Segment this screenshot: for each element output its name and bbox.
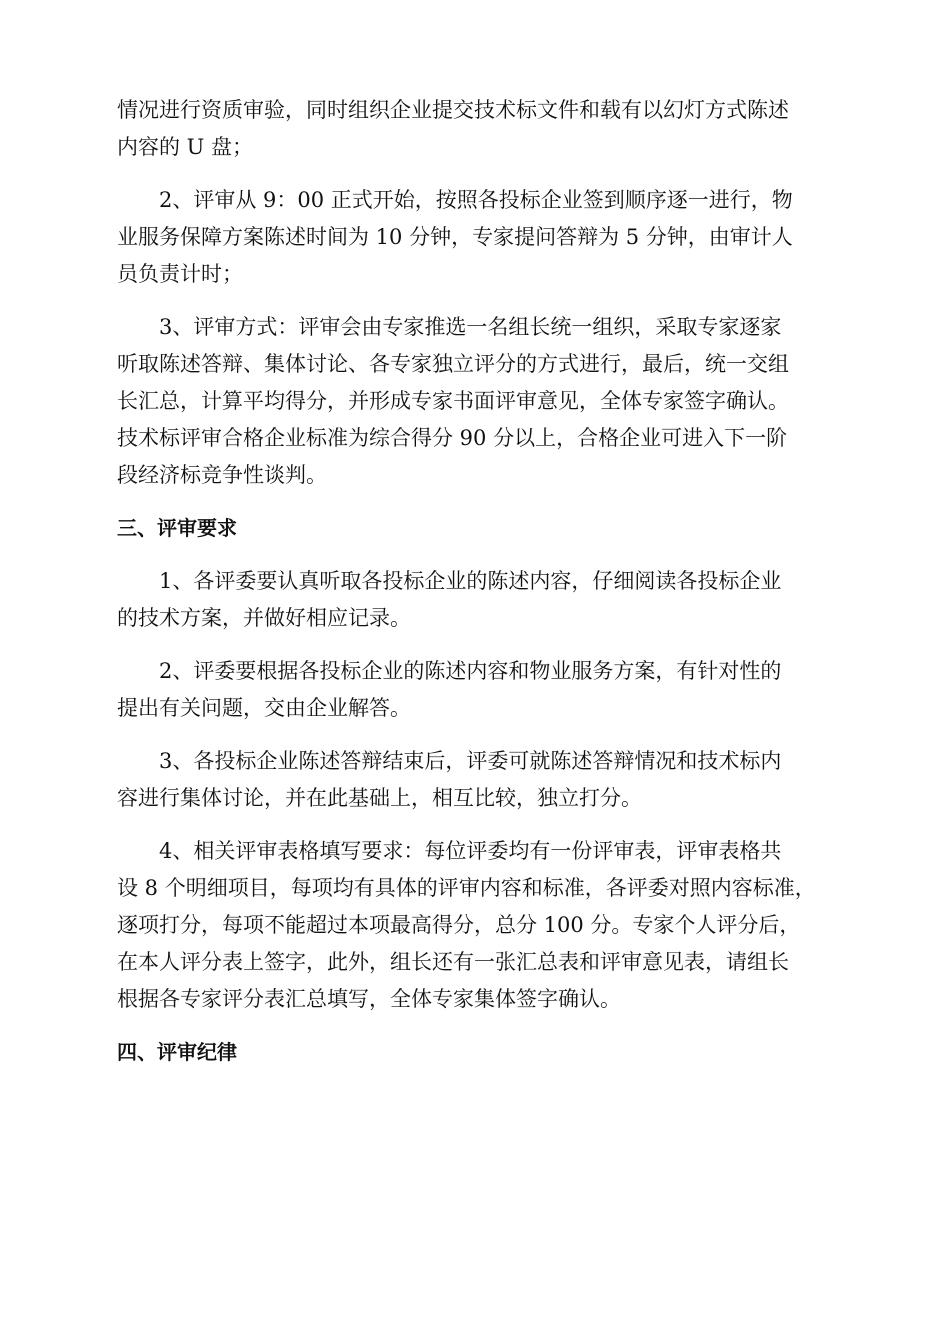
document-body	[117, 92, 833, 1071]
text-line: 在本人评分表上签字，此外，组长还有一张汇总表和评审意见表，请组长	[117, 950, 789, 974]
text-line: 1、各评委要认真听取各投标企业的陈述内容，仔细阅读各投标企业	[159, 569, 782, 593]
text-line: 长汇总，计算平均得分，并形成专家书面评审意见，全体专家签字确认。	[117, 389, 789, 413]
text-line: 逐项打分，每项不能超过本项最高得分，总分 100 分。专家个人评分后，	[117, 913, 801, 937]
paragraph-qualification-review	[117, 92, 833, 166]
text-line: 根据各专家评分表汇总填写，全体专家集体签字确认。	[117, 987, 621, 1011]
text-line: 技术标评审合格企业标准为综合得分 90 分以上，合格企业可进入下一阶	[117, 426, 788, 450]
text-line: 4、相关评审表格填写要求：每位评委均有一份评审表，评审表格共	[159, 839, 782, 863]
text-line: 2、评委要根据各投标企业的陈述内容和物业服务方案，有针对性的	[159, 659, 782, 683]
text-line: 3、评审方式：评审会由专家推选一名组长统一组织，采取专家逐家	[159, 315, 782, 339]
paragraph-requirement-2	[117, 653, 833, 727]
text-line: 容进行集体讨论，并在此基础上，相互比较，独立打分。	[117, 786, 642, 810]
text-line: 设 8 个明细项目，每项均有具体的评审内容和标准，各评委对照内容标准，	[117, 876, 816, 900]
paragraph-review-method	[117, 309, 833, 494]
text-line: 内容的 U 盘；	[117, 135, 254, 159]
paragraph-requirement-1	[117, 563, 833, 637]
text-line: 2、评审从 9：00 正式开始，按照各投标企业签到顺序逐一进行，物	[159, 188, 793, 212]
text-line: 的技术方案，并做好相应记录。	[117, 606, 411, 630]
text-line: 员负责计时；	[117, 262, 243, 286]
text-line: 段经济标竞争性谈判。	[117, 463, 327, 487]
section-heading-review-requirements: 三、评审要求	[117, 516, 237, 540]
section-heading-review-discipline: 四、评审纪律	[117, 1040, 237, 1064]
paragraph-requirement-3	[117, 743, 833, 817]
text-line: 听取陈述答辩、集体讨论、各专家独立评分的方式进行，最后，统一交组	[117, 352, 789, 376]
text-line: 业服务保障方案陈述时间为 10 分钟，专家提问答辩为 5 分钟，由审计人	[117, 225, 793, 249]
paragraph-requirement-4	[117, 833, 833, 1018]
paragraph-review-schedule	[117, 182, 833, 293]
text-line: 3、各投标企业陈述答辩结束后，评委可就陈述答辩情况和技术标内	[159, 749, 782, 773]
text-line: 提出有关问题，交由企业解答。	[117, 696, 411, 720]
text-line: 情况进行资质审验，同时组织企业提交技术标文件和载有以幻灯方式陈述	[117, 98, 789, 122]
